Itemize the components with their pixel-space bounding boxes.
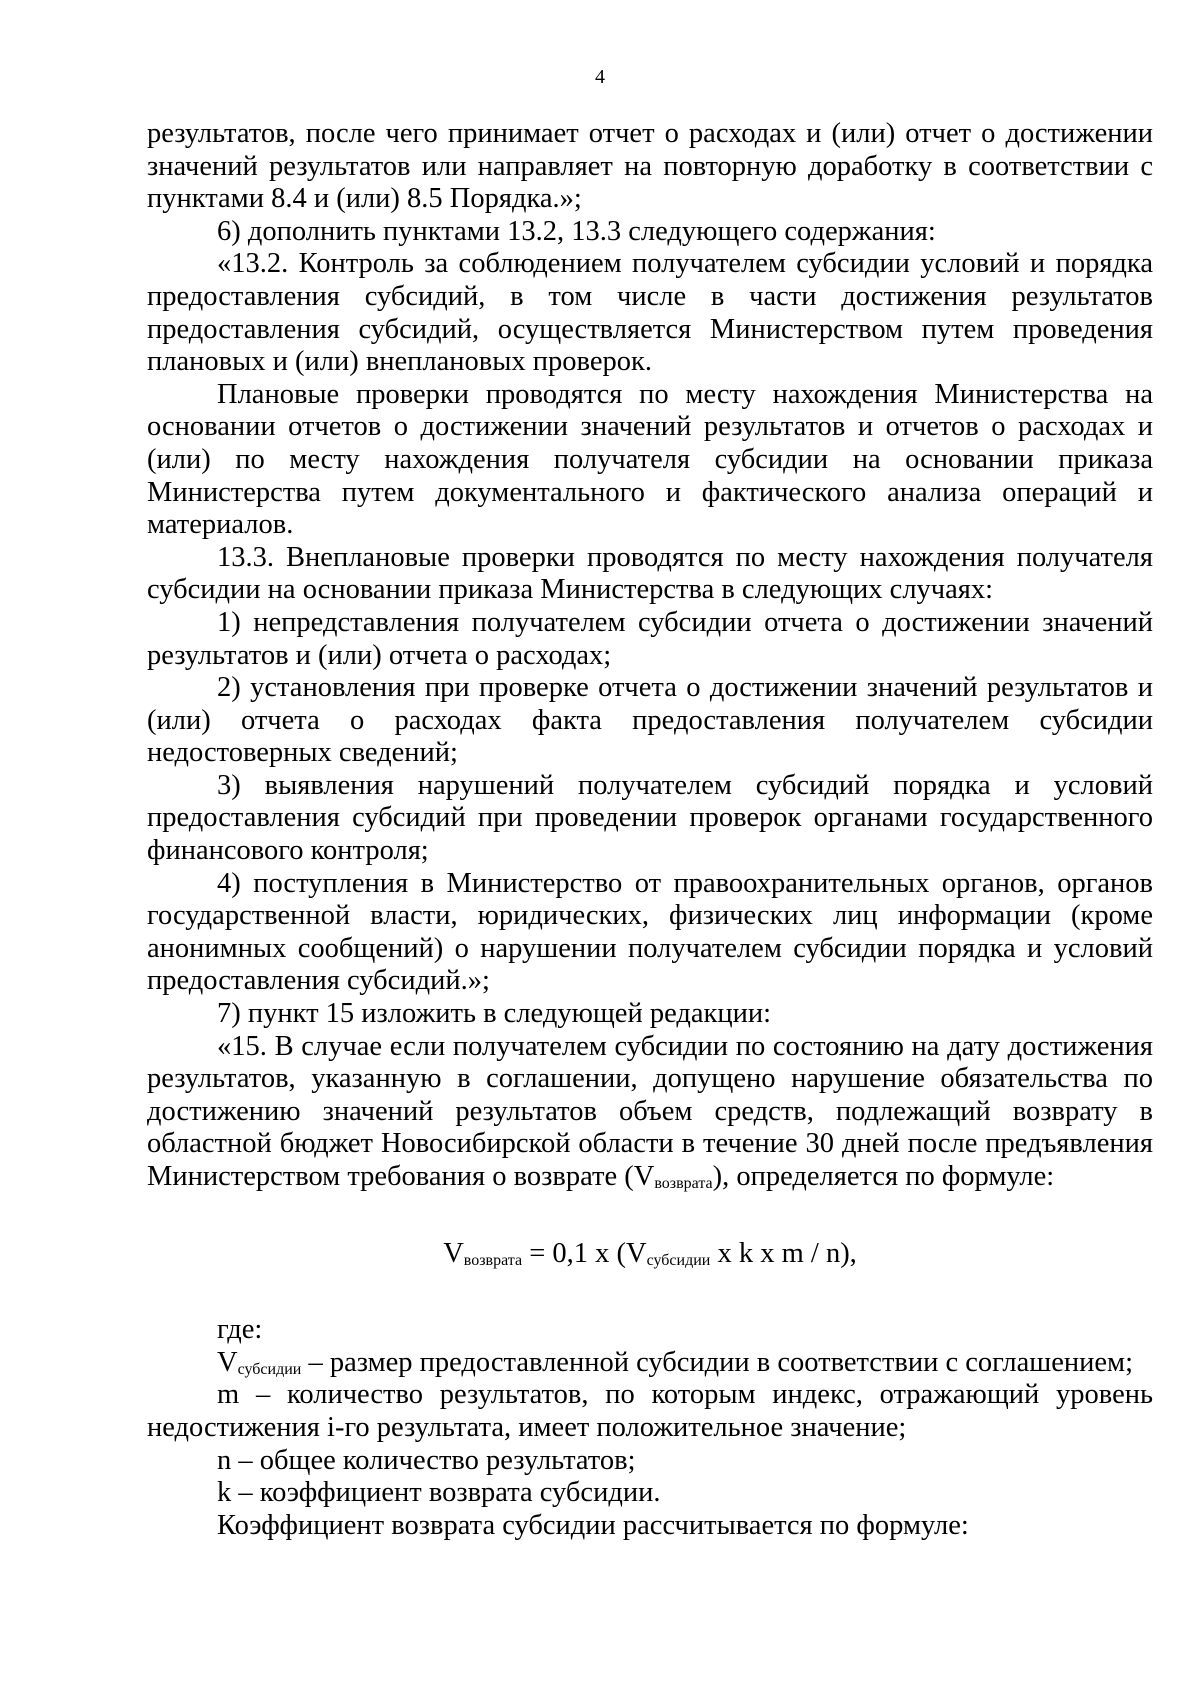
paragraph [147, 1031, 1153, 1194]
formula-lhs: V [443, 1237, 464, 1269]
formula-lhs-subscript: возврата [463, 1251, 523, 1269]
paragraph: результатов, после чего принимает отчет о расходах и (или) отчет о достижении значений результатов или направляет на повторную доработку в соответствии с пунктами 8.4 и (или) 8.5 Порядка.»; [147, 118, 1153, 215]
definition-v-subsidy [147, 1347, 1153, 1380]
list-item: 3) выявления нарушений получателем субсидий порядка и условий предоставления субсидий при проведении проверок органами государственного финансового контроля; [147, 769, 1153, 867]
paragraph: 7) пункт 15 изложить в следующей редакции: [217, 998, 772, 1030]
subscript: субсидии [237, 1360, 302, 1378]
definition-m: m – количество результатов, по которым индекс, отражающий уровень недостижения i-го результата, имеет положительное значение; [147, 1379, 1153, 1443]
list-item: 1) непредставления получателем субсидии отчета о достижении значений результатов и (или) отчета о расходах; [147, 606, 1153, 671]
paragraph: 13.3. Внеплановые проверки проводятся по месту нахождения получателя субсидии на основании приказа Министерства в следующих случаях: [147, 541, 1153, 606]
formula-mid-subscript: субсидии [646, 1251, 711, 1269]
paragraph: «13.2. Контроль за соблюдением получателем субсидии условий и порядка предоставления субсидий, в том числе в части достижения результатов предоставления субсидий, осуществляется Министерством путем проведения плановых и (или) внеплановых проверок. [147, 248, 1153, 378]
definition-text: – размер предоставленной субсидии в соответствии с соглашением; [301, 1346, 1133, 1378]
symbol: V [217, 1346, 238, 1378]
page-number: 4 [595, 66, 605, 88]
formula-rhs: x k x m / n), [710, 1237, 857, 1269]
where-label: где: [217, 1314, 263, 1346]
paragraph: 6) дополнить пунктами 13.2, 13.3 следующего содержания: [217, 215, 936, 247]
paragraph: Коэффициент возврата субсидии рассчитывается по формуле: [217, 1509, 969, 1541]
list-item: 4) поступления в Министерство от правоохранительных органов, органов государственной власти, юридических, физических лиц информации (кроме анонимных сообщений) о нарушении получателем субсидии порядка и условий предоставления субсидий.»; [147, 867, 1153, 997]
paragraph-text: ), определяется по формуле: [712, 1161, 1055, 1192]
paragraph: Плановые проверки проводятся по месту нахождения Министерства на основании отчетов о достижении значений результатов и отчетов о расходах и (или) по месту нахождения получателя субсидии на основании приказа Министерства путем документального и фактического анализа операций и материалов. [147, 378, 1153, 541]
definition-k: k – коэффициент возврата субсидии. [217, 1477, 661, 1509]
formula [147, 1238, 1153, 1271]
paragraph-text: «15. В случае если получателем субсидии по состоянию на дату достижения результатов, указанную в соглашении, допущено нарушение обязательства по достижению значений результатов объем средств, подлежащий возврату в областной бюджет Новосибирской области в течение 30 дней после предъявления Министерством требования о возврате (V [147, 1030, 1153, 1192]
document-body [147, 118, 1153, 1542]
list-item: 2) установления при проверке отчета о достижении значений результатов и (или) отчета о расходах факта предоставления получателем субсидии недостоверных сведений; [147, 672, 1153, 769]
subscript: возврата [654, 1175, 713, 1192]
formula-mid: = 0,1 x (V [522, 1237, 647, 1269]
definition-n: n – общее количество результатов; [217, 1444, 636, 1476]
